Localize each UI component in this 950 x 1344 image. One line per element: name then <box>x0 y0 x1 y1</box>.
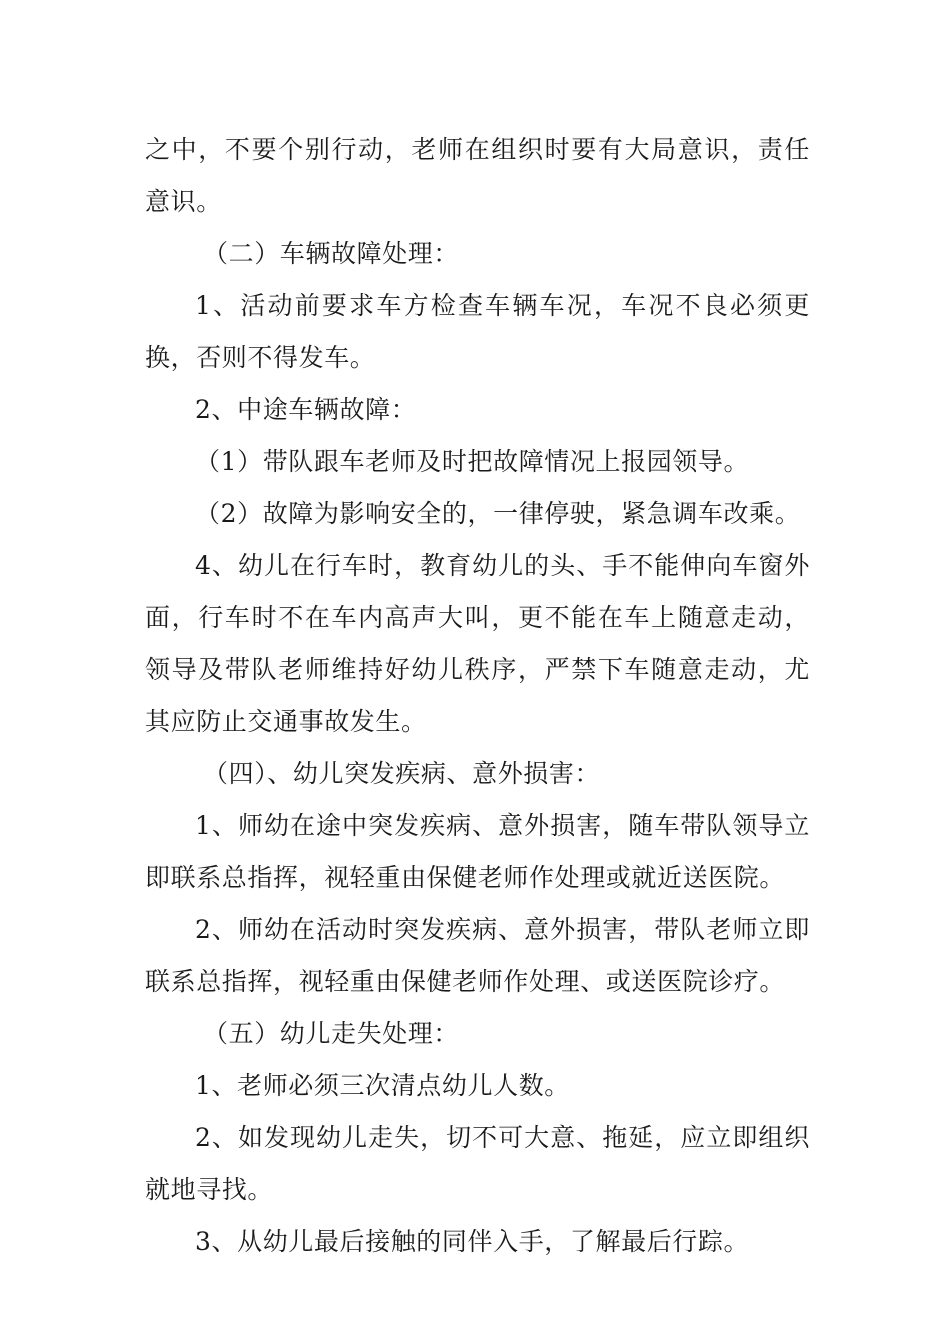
heading-lost-child: （五）幼儿走失处理： <box>203 1019 460 1048</box>
paragraph-stop-and-transfer: （2）故障为影响安全的，一律停驶，紧急调车改乘。 <box>195 499 801 528</box>
paragraph-vehicle-check: 1、活动前要求车方检查车辆车况，车况不良必须更换，否则不得发车。 <box>145 291 810 372</box>
paragraph-continuation: 之中，不要个别行动，老师在组织时要有大局意识，责任意识。 <box>145 135 810 216</box>
paragraph-headcount: 1、老师必须三次清点幼儿人数。 <box>195 1071 570 1100</box>
paragraph-search-immediately: 2、如发现幼儿走失，切不可大意、拖延，应立即组织就地寻找。 <box>145 1123 810 1204</box>
heading-sudden-illness: （四）、幼儿突发疾病、意外损害： <box>203 759 601 788</box>
paragraph-riding-safety: 4、幼儿在行车时，教育幼儿的头、手不能伸向车窗外面，行车时不在车内高声大叫，更不能在车上随意走动，领导及带队老师维持好幼儿秩序，严禁下车随意走动，尤其应防止交通事故发生。 <box>145 551 810 736</box>
paragraph-illness-en-route: 1、师幼在途中突发疾病、意外损害，随车带队领导立即联系总指挥，视轻重由保健老师作处理或就近送医院。 <box>145 811 810 892</box>
paragraph-report-leader: （1）带队跟车老师及时把故障情况上报园领导。 <box>195 447 750 476</box>
paragraph-midway-breakdown: 2、中途车辆故障： <box>195 395 417 424</box>
paragraph-trace-last-contact: 3、从幼儿最后接触的同伴入手，了解最后行踪。 <box>195 1227 750 1256</box>
document-body <box>145 124 810 1268</box>
heading-vehicle-breakdown: （二）车辆故障处理： <box>203 239 460 268</box>
paragraph-illness-during-activity: 2、师幼在活动时突发疾病、意外损害，带队老师立即联系总指挥，视轻重由保健老师作处理、或送医院诊疗。 <box>145 915 810 996</box>
